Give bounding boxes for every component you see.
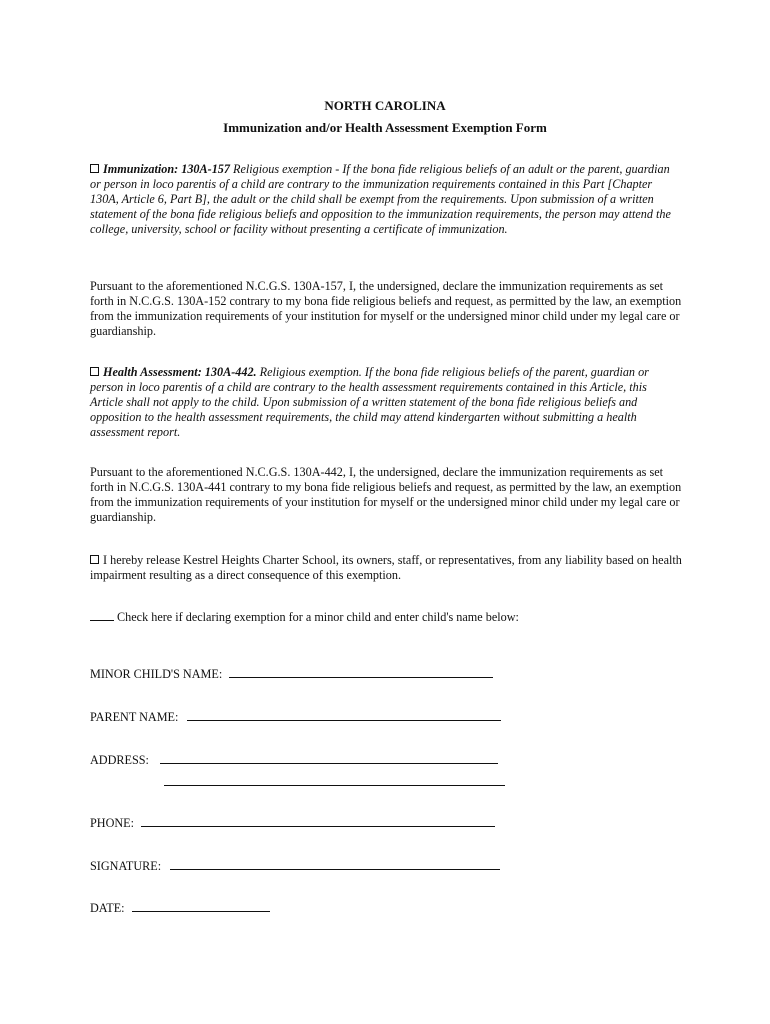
minor-check-text: Check here if declaring exemption for a minor child and enter child's name below: xyxy=(117,610,519,624)
immunization-heading: Immunization: 130A-157 xyxy=(103,162,230,176)
state-title: NORTH CAROLINA xyxy=(324,98,446,113)
address-field-line-1[interactable] xyxy=(160,752,498,764)
immunization-text: Religious exemption - If the bona fide religious beliefs of an adult or the parent, guardian or person in loco parentis of a child are contrary to the immunization requirements contained in this Part [Chapter 130A, Article 6, Part B], the adult or the child shall be exempt from the requirements. Upon submission of a written statement of the bona fide religious beliefs and opposition to the immunization requirements, the person may attend the college, university, school or facility without presenting a certificate of immunization. xyxy=(90,162,671,236)
address-field-line-2[interactable] xyxy=(164,774,505,786)
date-row xyxy=(90,900,270,916)
address-row-2 xyxy=(164,774,505,790)
minor-check-blank[interactable] xyxy=(90,609,114,621)
phone-row xyxy=(90,815,495,831)
minor-check-line xyxy=(90,609,519,625)
parent-name-field[interactable] xyxy=(187,709,501,721)
health-assessment-text: Religious exemption. If the bona fide religious beliefs of the parent, guardian or person in loco parentis of a child are contrary to the health assessment requirements contained in this Article, this Article shall not apply to the child. Upon submission of a written statement of the bona fide religious beliefs and opposition to the health assessment requirements, the child may attend kindergarten without submitting a health assessment report. xyxy=(90,365,649,439)
minor-child-name-field[interactable] xyxy=(229,666,493,678)
date-label: DATE: xyxy=(90,901,125,915)
health-assessment-checkbox[interactable] xyxy=(90,367,99,376)
phone-field[interactable] xyxy=(141,815,495,827)
declaration-paragraph-2: Pursuant to the aforementioned N.C.G.S. 130A-442, I, the undersigned, declare the immunization requirements as set forth in N.C.G.S. 130A-441 contrary to my bona fide religious beliefs and request, as permitted by the law, an exemption from the immunization requirements of your institution for myself or the undersigned minor child under my legal care or guardianship. xyxy=(90,465,682,524)
address-row xyxy=(90,752,498,768)
minor-child-name-label: MINOR CHILD'S NAME: xyxy=(90,667,223,681)
signature-label: SIGNATURE: xyxy=(90,859,162,873)
signature-row xyxy=(90,858,500,874)
form-title: Immunization and/or Health Assessment Exemption Form xyxy=(223,120,547,135)
release-text: I hereby release Kestrel Heights Charter School, its owners, staff, or representatives, from any liability based on health impairment resulting as a direct consequence of this exemption. xyxy=(90,553,682,582)
parent-name-label: PARENT NAME: xyxy=(90,710,179,724)
release-section xyxy=(90,553,682,583)
health-assessment-section xyxy=(90,365,682,440)
declaration-paragraph-1: Pursuant to the aforementioned N.C.G.S. 130A-157, I, the undersigned, declare the immunization requirements as set forth in N.C.G.S. 130A-152 contrary to my bona fide religious beliefs and request, as permitted by the law, an exemption from the immunization requirements of your institution for myself or the undersigned minor child under my legal care or guardianship. xyxy=(90,279,682,338)
phone-label: PHONE: xyxy=(90,816,135,830)
parent-name-row xyxy=(90,709,501,725)
date-field[interactable] xyxy=(132,900,270,912)
signature-field[interactable] xyxy=(170,858,500,870)
health-assessment-heading: Health Assessment: 130A-442. xyxy=(103,365,257,379)
minor-child-name-row xyxy=(90,666,493,682)
address-label: ADDRESS: xyxy=(90,753,149,767)
immunization-checkbox[interactable] xyxy=(90,164,99,173)
immunization-section xyxy=(90,162,682,237)
release-checkbox[interactable] xyxy=(90,555,99,564)
